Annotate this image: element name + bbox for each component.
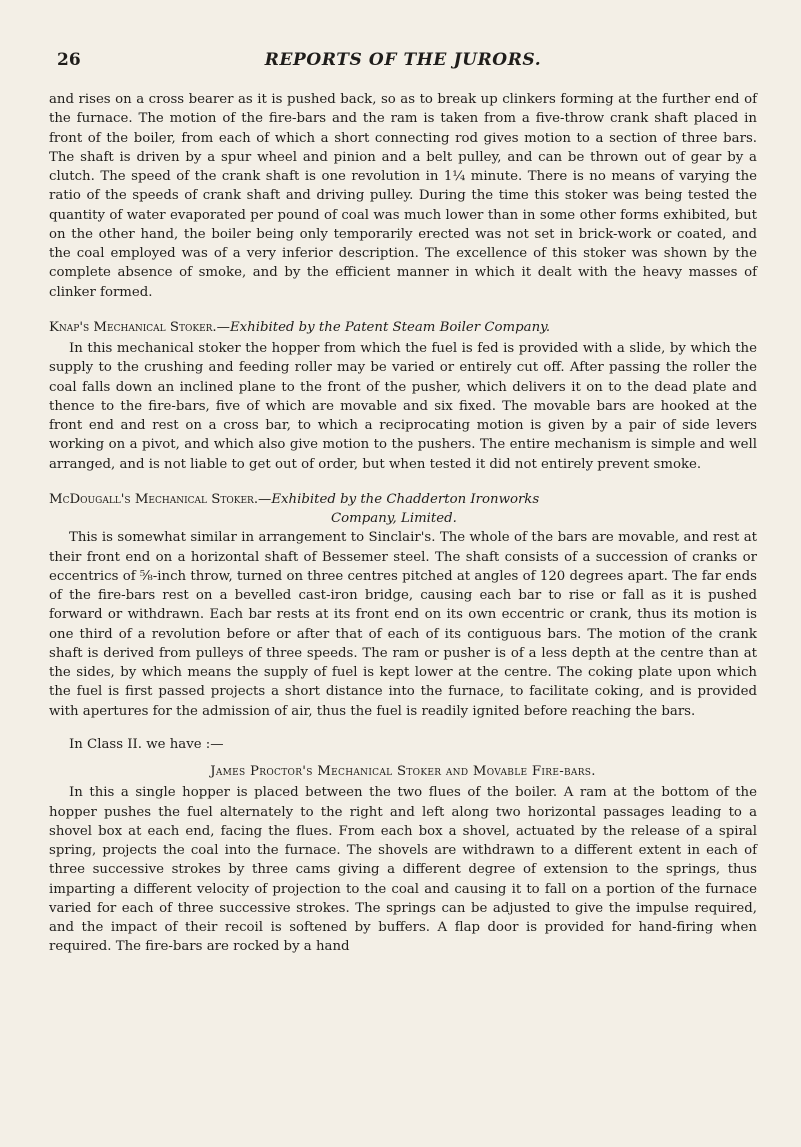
paragraph-proctor: In this a single hopper is placed between the two flues of the boiler. A ram at the bottom of the hopper pushes the fuel alternately to the right and left along two horizontal passages leading to a shovel box at each end, facing the flues. From each box a shovel, actuated by the release of a spiral spring, projects the coal into the furnace. The shovels are withdrawn to a different extent in each of three successive strokes by three cams giving a different degree of extension to the springs, thus imparting a different velocity of projection to the coal and causing it to fall on a portion of the furnace varied for each of three successive strokes. The springs can be adjusted to give the impulse required, and the impact of their recoil is softened by buffers. A flap door is provided for hand-firing when required. The fire-bars are rocked by a hand — [49, 785, 757, 955]
section-title: McDougall's Mechanical Stoker. — [49, 491, 259, 507]
section-exhibitor: —Exhibited by the Chadderton Ironworks — [258, 491, 540, 507]
section-heading-mcdougall — [49, 490, 757, 529]
section-title: Knap's Mechanical Stoker. — [49, 319, 217, 335]
page-number: 26 — [57, 50, 81, 70]
page-header — [49, 50, 757, 90]
section-exhibitor: —Exhibited by the Patent Steam Boiler Company. — [216, 319, 551, 335]
section-heading-knap — [49, 318, 757, 337]
paragraph-knap: In this mechanical stoker the hopper from which the fuel is fed is provided with a slide, by which the supply to the crushing and feeding roller may be varied or entirely cut off. After passing the roller the coal falls down an inclined plane to the front of the pusher, which delivers it on to the dead plate and thence to the fire-bars, five of which are movable and six fixed. The movable bars are hooked at the front end and rest on a cross bar, to which a reciprocating motion is given by a pair of side levers working on a pivot, and which also give motion to the pushers. The entire mechanism is simple and well arranged, and is not liable to get out of order, but when tested it did not entirely prevent smoke. — [49, 341, 757, 472]
paragraph-mcdougall: This is somewhat similar in arrangement to Sinclair's. The whole of the bars are movable, and rest at their front end on a horizontal shaft of Bessemer steel. The shaft consists of a succession of cranks or eccentrics of ⅝-inch throw, turned on three centres pitched at angles of 120 degrees apart. The far ends of the fire-bars rest on a bevelled cast-iron bridge, causing each bar to rise or fall as it is pushed forward or withdrawn. Each bar rests at its front end on its own eccentric or crank, thus its motion is one third of a revolution before or after that of each of its contiguous bars. The motion of the crank shaft is derived from pulleys of three speeds. The ram or pusher is of a less depth at the centre than at the sides, by which means the supply of fuel is kept lower at the centre. The coking plate upon which the fuel is first passed projects a short distance into the furnace, to facilitate coking, and is provided with apertures for the admission of air, thus the fuel is readily ignited before reaching the bars. — [49, 530, 757, 719]
running-title: REPORTS OF THE JURORS. — [264, 50, 542, 70]
section-heading-proctor: James Proctor's Mechanical Stoker and Movable Fire-bars. — [210, 764, 596, 779]
paragraph-continuation: and rises on a cross bearer as it is pushed back, so as to break up clinkers forming at the further end of the furnace. The motion of the fire-bars and the ram is taken from a five-throw crank shaft placed in front of the boiler, from each of which a short connecting rod gives motion to a section of three bars. The shaft is driven by a spur wheel and pinion and a belt pulley, and can be thrown out of gear by a clutch. The speed of the crank shaft is one revolution in 1¼ minute. There is no means of varying the ratio of the speeds of crank shaft and driving pulley. During the time this stoker was being tested the quantity of water evaporated per pound of coal was much lower than in some other forms exhibited, but on the other hand, the boiler being only temporarily erected was not set in brick-work or coated, and the coal employed was of a very inferior description. The excellence of this stoker was shown by the complete absence of smoke, and by the efficient manner in which it dealt with the heavy masses of clinker formed. — [49, 92, 757, 300]
section-exhibitor-continued: Company, Limited. — [331, 511, 457, 526]
class-intro: In Class II. we have :— — [69, 736, 224, 752]
